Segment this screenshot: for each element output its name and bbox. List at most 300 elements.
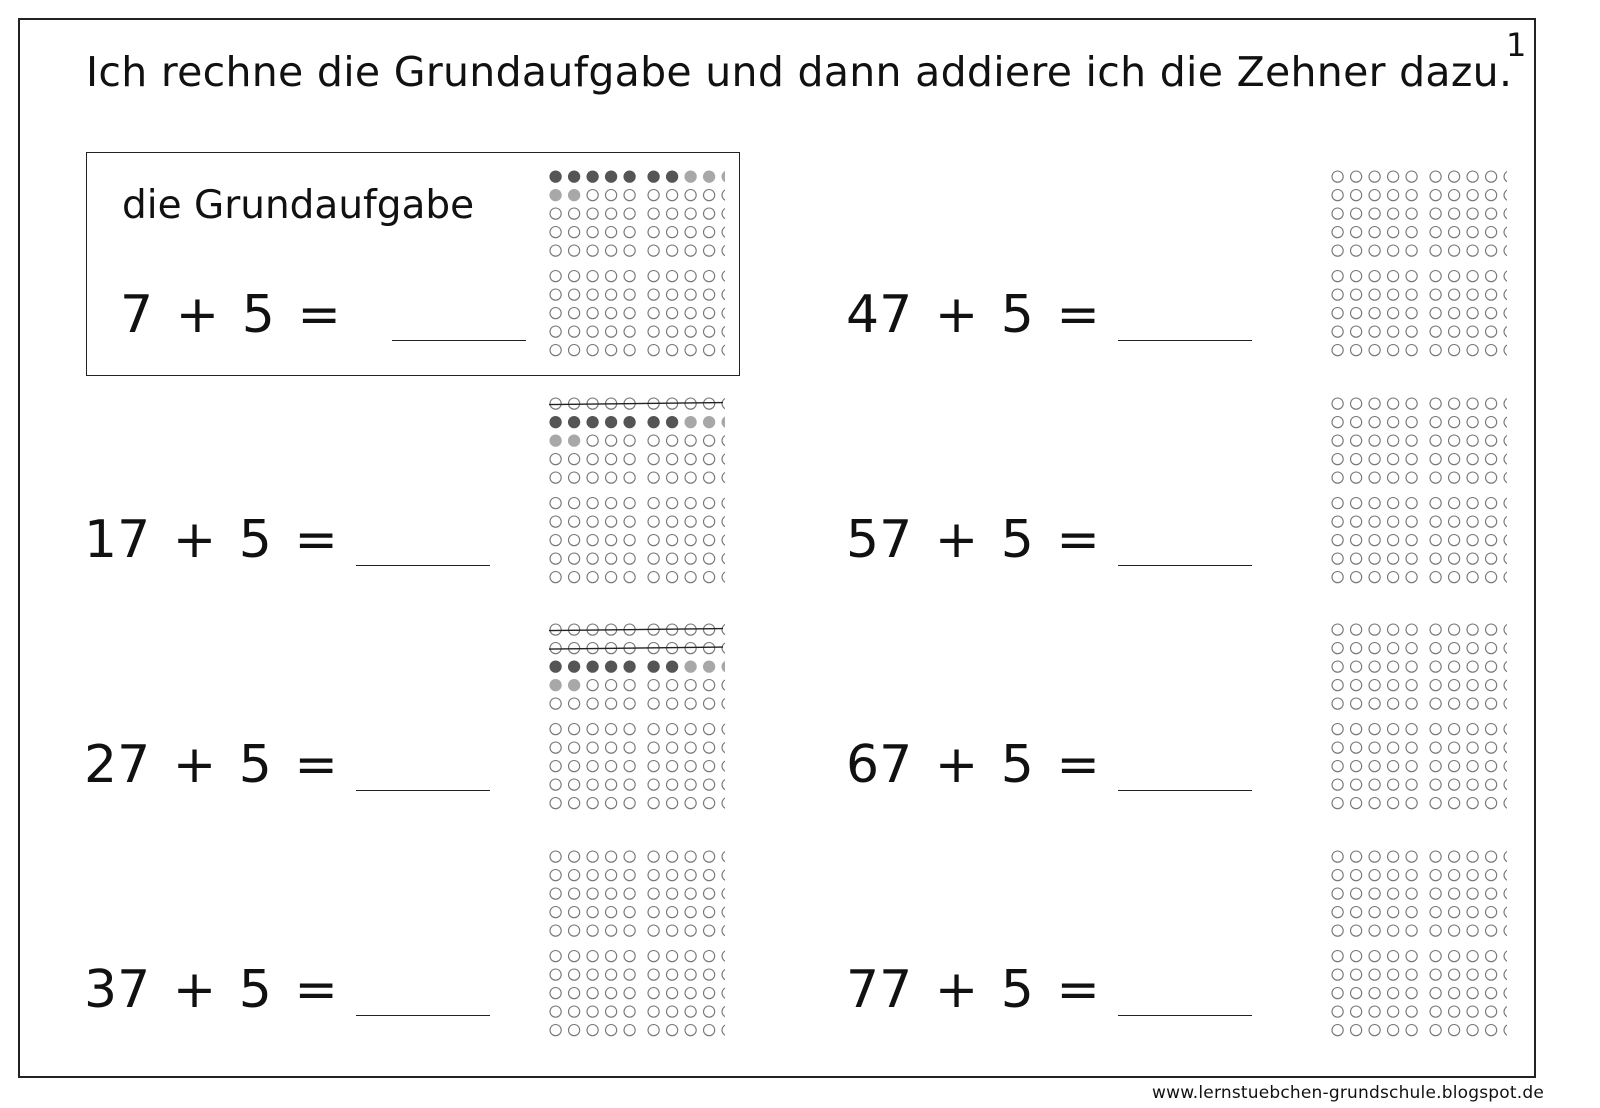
empty-dot (704, 969, 715, 980)
empty-dot (1388, 572, 1399, 583)
empty-dot (624, 870, 635, 881)
empty-dot (1369, 624, 1380, 635)
empty-dot (1369, 925, 1380, 936)
empty-dot (1388, 289, 1399, 300)
gray-dot (685, 661, 696, 672)
empty-dot (667, 761, 678, 772)
problem-8 (846, 960, 1100, 1020)
empty-dot (1369, 535, 1380, 546)
empty-dot (1406, 1025, 1417, 1036)
worksheet-title: Ich rechne die Grundaufgabe und dann addiere ich die Zehner dazu. (86, 48, 1513, 96)
empty-dot (1369, 724, 1380, 735)
empty-dot (1332, 888, 1343, 899)
empty-dot (1351, 171, 1362, 182)
problem-expression: 17 + 5 = (84, 510, 338, 570)
empty-dot (704, 289, 715, 300)
empty-dot (722, 969, 725, 980)
empty-dot (1369, 680, 1380, 691)
dark-dot (587, 661, 598, 672)
answer-blank[interactable] (1118, 790, 1252, 791)
empty-dot (550, 969, 561, 980)
empty-dot (606, 308, 617, 319)
empty-dot (1504, 245, 1507, 256)
empty-dot (685, 1006, 696, 1017)
empty-dot (1406, 454, 1417, 465)
empty-dot (569, 308, 580, 319)
empty-dot (1467, 454, 1478, 465)
gray-dot (685, 417, 696, 428)
empty-dot (722, 742, 725, 753)
page-number: 1 (1506, 26, 1527, 64)
empty-dot (624, 988, 635, 999)
empty-dot (1351, 435, 1362, 446)
empty-dot (1369, 171, 1380, 182)
empty-dot (1449, 498, 1460, 509)
empty-dot (1406, 742, 1417, 753)
empty-dot (704, 742, 715, 753)
empty-dot (624, 245, 635, 256)
dot-field-svg (549, 850, 725, 1040)
answer-blank[interactable] (1118, 1015, 1252, 1016)
empty-dot (624, 227, 635, 238)
empty-dot (1504, 472, 1507, 483)
empty-dot (1449, 271, 1460, 282)
empty-dot (1486, 553, 1497, 564)
dot-field-svg (1331, 850, 1507, 1040)
empty-dot (685, 925, 696, 936)
dark-dot (624, 171, 635, 182)
empty-dot (1504, 988, 1507, 999)
empty-dot (667, 888, 678, 899)
empty-dot (685, 454, 696, 465)
empty-dot (1449, 572, 1460, 583)
answer-blank[interactable] (356, 1015, 490, 1016)
empty-dot (624, 907, 635, 918)
empty-dot (1351, 227, 1362, 238)
empty-dot (550, 245, 561, 256)
empty-dot (587, 870, 598, 881)
empty-dot (1351, 724, 1362, 735)
empty-dot (624, 516, 635, 527)
empty-dot (667, 516, 678, 527)
empty-dot (1332, 724, 1343, 735)
empty-dot (722, 271, 725, 282)
empty-dot (667, 190, 678, 201)
gray-dot (569, 435, 580, 446)
empty-dot (685, 245, 696, 256)
empty-dot (704, 951, 715, 962)
empty-dot (569, 988, 580, 999)
empty-dot (569, 472, 580, 483)
empty-dot (587, 454, 598, 465)
dark-dot (606, 417, 617, 428)
empty-dot (1449, 472, 1460, 483)
empty-dot (1430, 661, 1441, 672)
empty-dot (1332, 870, 1343, 881)
empty-dot (667, 925, 678, 936)
empty-dot (624, 888, 635, 899)
gray-dot (550, 190, 561, 201)
empty-dot (606, 190, 617, 201)
empty-dot (1486, 245, 1497, 256)
empty-dot (1449, 345, 1460, 356)
empty-dot (624, 553, 635, 564)
gray-dot (704, 171, 715, 182)
empty-dot (550, 851, 561, 862)
empty-dot (1504, 779, 1507, 790)
dark-dot (624, 417, 635, 428)
empty-dot (624, 969, 635, 980)
dark-dot (648, 661, 659, 672)
empty-dot (1430, 1006, 1441, 1017)
empty-dot (1388, 761, 1399, 772)
empty-dot (1504, 1006, 1507, 1017)
problem-expression: 37 + 5 = (84, 960, 338, 1020)
empty-dot (704, 624, 715, 635)
empty-dot (624, 680, 635, 691)
empty-dot (1486, 454, 1497, 465)
empty-dot (1351, 208, 1362, 219)
empty-dot (1449, 925, 1460, 936)
empty-dot (1449, 988, 1460, 999)
empty-dot (550, 1025, 561, 1036)
empty-dot (1406, 435, 1417, 446)
empty-dot (1369, 1025, 1380, 1036)
dark-dot (550, 417, 561, 428)
empty-dot (624, 1025, 635, 1036)
empty-dot (1449, 535, 1460, 546)
empty-dot (1504, 535, 1507, 546)
empty-dot (685, 435, 696, 446)
empty-dot (1388, 969, 1399, 980)
empty-dot (1467, 951, 1478, 962)
empty-dot (1486, 227, 1497, 238)
empty-dot (722, 435, 725, 446)
empty-dot (704, 698, 715, 709)
empty-dot (1388, 742, 1399, 753)
empty-dot (569, 1006, 580, 1017)
empty-dot (606, 969, 617, 980)
empty-dot (667, 245, 678, 256)
empty-dot (1332, 624, 1343, 635)
empty-dot (1467, 888, 1478, 899)
empty-dot (685, 988, 696, 999)
empty-dot (722, 472, 725, 483)
empty-dot (1486, 472, 1497, 483)
empty-dot (606, 227, 617, 238)
empty-dot (587, 698, 598, 709)
empty-dot (624, 208, 635, 219)
empty-dot (550, 498, 561, 509)
empty-dot (1406, 572, 1417, 583)
empty-dot (1369, 308, 1380, 319)
empty-dot (550, 988, 561, 999)
empty-dot (624, 345, 635, 356)
empty-dot (1369, 326, 1380, 337)
empty-dot (1430, 345, 1441, 356)
empty-dot (1486, 326, 1497, 337)
empty-dot (1467, 779, 1478, 790)
empty-dot (648, 190, 659, 201)
empty-dot (667, 472, 678, 483)
empty-dot (1332, 925, 1343, 936)
empty-dot (1430, 643, 1441, 654)
empty-dot (1504, 572, 1507, 583)
empty-dot (1430, 553, 1441, 564)
empty-dot (550, 326, 561, 337)
empty-dot (1406, 988, 1417, 999)
empty-dot (569, 1025, 580, 1036)
hundred-field-1 (549, 170, 725, 360)
empty-dot (606, 472, 617, 483)
empty-dot (1467, 988, 1478, 999)
empty-dot (1388, 308, 1399, 319)
answer-blank[interactable] (392, 340, 526, 341)
empty-dot (550, 888, 561, 899)
empty-dot (667, 572, 678, 583)
empty-dot (1486, 289, 1497, 300)
answer-blank[interactable] (356, 790, 490, 791)
empty-dot (1504, 661, 1507, 672)
crossed-row-line (549, 629, 723, 631)
empty-dot (569, 888, 580, 899)
empty-dot (1369, 435, 1380, 446)
empty-dot (550, 398, 561, 409)
empty-dot (1351, 969, 1362, 980)
empty-dot (1449, 171, 1460, 182)
empty-dot (569, 208, 580, 219)
answer-blank[interactable] (356, 565, 490, 566)
empty-dot (1467, 345, 1478, 356)
hundred-field-8 (1331, 850, 1507, 1040)
empty-dot (1388, 888, 1399, 899)
empty-dot (1486, 498, 1497, 509)
empty-dot (685, 888, 696, 899)
empty-dot (1486, 870, 1497, 881)
empty-dot (1369, 761, 1380, 772)
footer-url[interactable]: www.lernstuebchen-grundschule.blogspot.de (1152, 1083, 1544, 1103)
empty-dot (1332, 498, 1343, 509)
empty-dot (1449, 1006, 1460, 1017)
empty-dot (1369, 907, 1380, 918)
empty-dot (587, 951, 598, 962)
empty-dot (1430, 907, 1441, 918)
empty-dot (1430, 798, 1441, 809)
empty-dot (1332, 951, 1343, 962)
empty-dot (685, 779, 696, 790)
empty-dot (1406, 925, 1417, 936)
empty-dot (1406, 951, 1417, 962)
empty-dot (704, 472, 715, 483)
empty-dot (704, 227, 715, 238)
empty-dot (1406, 190, 1417, 201)
empty-dot (648, 742, 659, 753)
empty-dot (1467, 435, 1478, 446)
empty-dot (1406, 870, 1417, 881)
empty-dot (587, 326, 598, 337)
empty-dot (606, 553, 617, 564)
empty-dot (685, 326, 696, 337)
empty-dot (1430, 698, 1441, 709)
empty-dot (569, 553, 580, 564)
empty-dot (550, 516, 561, 527)
empty-dot (1449, 851, 1460, 862)
empty-dot (685, 271, 696, 282)
empty-dot (722, 870, 725, 881)
empty-dot (1406, 798, 1417, 809)
empty-dot (569, 951, 580, 962)
empty-dot (667, 345, 678, 356)
problem-expression: 7 + 5 = (120, 285, 341, 345)
empty-dot (1449, 698, 1460, 709)
empty-dot (1486, 661, 1497, 672)
empty-dot (1486, 271, 1497, 282)
empty-dot (587, 680, 598, 691)
empty-dot (1369, 498, 1380, 509)
empty-dot (569, 925, 580, 936)
empty-dot (1504, 969, 1507, 980)
empty-dot (1351, 951, 1362, 962)
empty-dot (1449, 398, 1460, 409)
empty-dot (1504, 271, 1507, 282)
empty-dot (587, 851, 598, 862)
empty-dot (722, 798, 725, 809)
empty-dot (1369, 227, 1380, 238)
hundred-field-4 (549, 850, 725, 1040)
empty-dot (1467, 870, 1478, 881)
empty-dot (1351, 698, 1362, 709)
problem-expression: 77 + 5 = (846, 960, 1100, 1020)
dark-dot (648, 171, 659, 182)
empty-dot (704, 851, 715, 862)
empty-dot (1332, 417, 1343, 428)
empty-dot (1449, 417, 1460, 428)
empty-dot (1504, 208, 1507, 219)
empty-dot (1332, 572, 1343, 583)
empty-dot (1369, 870, 1380, 881)
empty-dot (1332, 680, 1343, 691)
empty-dot (1430, 761, 1441, 772)
empty-dot (606, 988, 617, 999)
empty-dot (1388, 988, 1399, 999)
empty-dot (648, 498, 659, 509)
empty-dot (722, 227, 725, 238)
empty-dot (1369, 345, 1380, 356)
empty-dot (704, 326, 715, 337)
empty-dot (1406, 698, 1417, 709)
empty-dot (1486, 435, 1497, 446)
empty-dot (1504, 761, 1507, 772)
empty-dot (704, 643, 715, 654)
dark-dot (624, 661, 635, 672)
empty-dot (606, 888, 617, 899)
empty-dot (1467, 398, 1478, 409)
empty-dot (704, 988, 715, 999)
empty-dot (1430, 951, 1441, 962)
empty-dot (1467, 661, 1478, 672)
empty-dot (624, 925, 635, 936)
empty-dot (722, 724, 725, 735)
empty-dot (667, 907, 678, 918)
empty-dot (1467, 535, 1478, 546)
empty-dot (667, 724, 678, 735)
empty-dot (648, 761, 659, 772)
empty-dot (1388, 925, 1399, 936)
empty-dot (1467, 208, 1478, 219)
empty-dot (648, 724, 659, 735)
empty-dot (1369, 888, 1380, 899)
empty-dot (704, 724, 715, 735)
empty-dot (722, 698, 725, 709)
empty-dot (648, 516, 659, 527)
empty-dot (1504, 888, 1507, 899)
empty-dot (1449, 516, 1460, 527)
empty-dot (1504, 951, 1507, 962)
empty-dot (1430, 925, 1441, 936)
empty-dot (704, 870, 715, 881)
empty-dot (606, 208, 617, 219)
empty-dot (606, 742, 617, 753)
empty-dot (1332, 289, 1343, 300)
empty-dot (1486, 724, 1497, 735)
problem-3 (84, 735, 338, 795)
empty-dot (1351, 661, 1362, 672)
empty-dot (1332, 516, 1343, 527)
empty-dot (1406, 417, 1417, 428)
empty-dot (606, 698, 617, 709)
empty-dot (1486, 851, 1497, 862)
empty-dot (624, 742, 635, 753)
answer-blank[interactable] (1118, 340, 1252, 341)
problem-expression: 57 + 5 = (846, 510, 1100, 570)
empty-dot (1332, 435, 1343, 446)
empty-dot (587, 516, 598, 527)
problem-6 (846, 510, 1100, 570)
dot-field-svg (1331, 623, 1507, 813)
empty-dot (550, 472, 561, 483)
empty-dot (587, 498, 598, 509)
answer-blank[interactable] (1118, 565, 1252, 566)
empty-dot (569, 870, 580, 881)
problem-4 (84, 960, 338, 1020)
empty-dot (1486, 742, 1497, 753)
empty-dot (624, 1006, 635, 1017)
empty-dot (685, 742, 696, 753)
empty-dot (1467, 798, 1478, 809)
empty-dot (1332, 326, 1343, 337)
empty-dot (1406, 661, 1417, 672)
empty-dot (1332, 308, 1343, 319)
empty-dot (569, 798, 580, 809)
empty-dot (1388, 345, 1399, 356)
empty-dot (606, 925, 617, 936)
empty-dot (1430, 417, 1441, 428)
empty-dot (704, 1025, 715, 1036)
empty-dot (1430, 724, 1441, 735)
empty-dot (685, 472, 696, 483)
empty-dot (1504, 851, 1507, 862)
empty-dot (722, 779, 725, 790)
empty-dot (1430, 742, 1441, 753)
empty-dot (1332, 851, 1343, 862)
empty-dot (569, 724, 580, 735)
empty-dot (624, 472, 635, 483)
empty-dot (1406, 516, 1417, 527)
gray-dot (569, 680, 580, 691)
empty-dot (1369, 472, 1380, 483)
empty-dot (1351, 308, 1362, 319)
empty-dot (1388, 798, 1399, 809)
